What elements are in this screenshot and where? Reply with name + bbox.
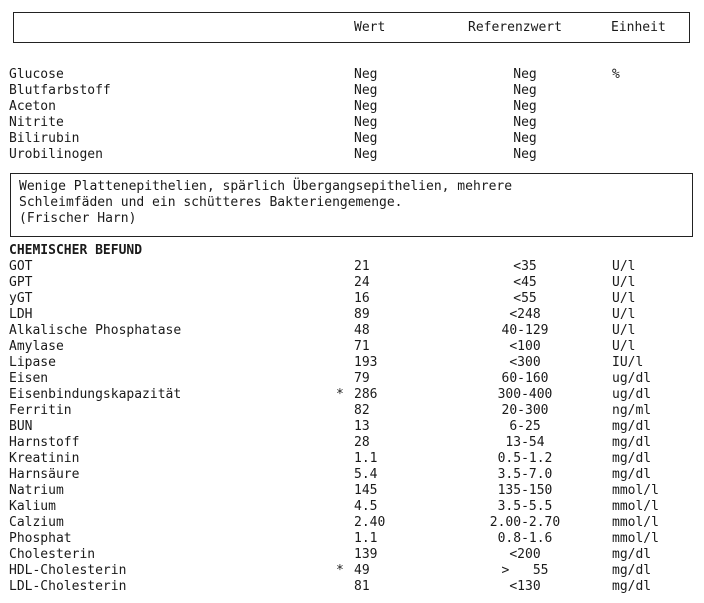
result-row [0, 291, 704, 307]
result-value: 21 [354, 259, 370, 274]
result-row [0, 371, 704, 387]
result-row [0, 547, 704, 563]
reference-range: 13-54 [505, 435, 545, 450]
test-name: Phosphat [9, 531, 72, 546]
test-name: Nitrite [9, 115, 64, 130]
result-row [0, 403, 704, 419]
result-row [0, 323, 704, 339]
result-value: 4.5 [354, 499, 378, 514]
result-unit: U/l [612, 307, 636, 322]
result-row [0, 515, 704, 531]
column-header-box [13, 12, 690, 43]
result-row [0, 99, 704, 115]
result-value: 79 [354, 371, 370, 386]
result-value: 1.1 [354, 451, 378, 466]
section-title-chemistry: CHEMISCHER BEFUND [9, 243, 143, 258]
abnormal-flag: * [336, 387, 344, 402]
test-name: HDL-Cholesterin [9, 563, 127, 578]
note-line: Schleimfäden und ein schütteres Bakteriengemenge. [19, 195, 403, 210]
test-name: Kalium [9, 499, 56, 514]
test-name: Harnstoff [9, 435, 80, 450]
result-unit: mg/dl [612, 563, 652, 578]
result-row [0, 563, 704, 579]
reference-range: 60-160 [501, 371, 549, 386]
result-row [0, 435, 704, 451]
result-value: Neg [354, 147, 378, 162]
test-name: Natrium [9, 483, 64, 498]
result-value: Neg [354, 115, 378, 130]
test-name: GPT [9, 275, 33, 290]
reference-range: 135-150 [497, 483, 553, 498]
result-unit: U/l [612, 323, 636, 338]
result-unit: mmol/l [612, 483, 659, 498]
reference-range: Neg [513, 83, 537, 98]
test-name: Cholesterin [9, 547, 96, 562]
result-value: 28 [354, 435, 370, 450]
reference-range: 3.5-7.0 [497, 467, 553, 482]
test-name: Harnsäure [9, 467, 80, 482]
test-name: Alkalische Phosphatase [9, 323, 182, 338]
result-value: 2.40 [354, 515, 386, 530]
reference-range: <248 [509, 307, 541, 322]
result-row [0, 419, 704, 435]
reference-range: 0.8-1.6 [497, 531, 553, 546]
result-row [0, 483, 704, 499]
result-unit: mg/dl [612, 467, 652, 482]
reference-range: Neg [513, 115, 537, 130]
result-value: Neg [354, 131, 378, 146]
result-row [0, 83, 704, 99]
test-name: LDH [9, 307, 33, 322]
result-value: Neg [354, 99, 378, 114]
result-row [0, 131, 704, 147]
reference-range: <45 [513, 275, 537, 290]
result-value: 145 [354, 483, 378, 498]
test-name: Eisen [9, 371, 49, 386]
reference-range: <300 [509, 355, 541, 370]
reference-range: 6-25 [509, 419, 541, 434]
result-value: 49 [354, 563, 370, 578]
header-reference-label: Referenzwert [468, 20, 562, 35]
result-row [0, 275, 704, 291]
result-row [0, 355, 704, 371]
result-row [0, 259, 704, 275]
reference-range: <55 [513, 291, 537, 306]
result-value: 16 [354, 291, 370, 306]
result-unit: U/l [612, 275, 636, 290]
reference-range: 40-129 [501, 323, 549, 338]
result-unit: mmol/l [612, 499, 659, 514]
header-unit-label: Einheit [611, 20, 666, 35]
result-row [0, 387, 704, 403]
urine-results-list [0, 67, 704, 163]
test-name: Blutfarbstoff [9, 83, 111, 98]
reference-range: Neg [513, 67, 537, 82]
header-value-label: Wert [354, 20, 386, 35]
test-name: Eisenbindungskapazität [9, 387, 182, 402]
result-unit: ng/ml [612, 403, 652, 418]
test-name: Kreatinin [9, 451, 80, 466]
result-unit: mmol/l [612, 515, 659, 530]
reference-range: <35 [513, 259, 537, 274]
result-row [0, 531, 704, 547]
result-row [0, 115, 704, 131]
reference-range: 3.5-5.5 [497, 499, 553, 514]
result-unit: ug/dl [612, 387, 652, 402]
result-value: 1.1 [354, 531, 378, 546]
result-unit: IU/l [612, 355, 644, 370]
result-row [0, 67, 704, 83]
result-row [0, 339, 704, 355]
result-value: 81 [354, 579, 370, 594]
test-name: LDL-Cholesterin [9, 579, 127, 594]
reference-range: <130 [509, 579, 541, 594]
reference-range: Neg [513, 131, 537, 146]
test-name: GOT [9, 259, 33, 274]
reference-range: <200 [509, 547, 541, 562]
result-unit: mg/dl [612, 419, 652, 434]
result-unit: mg/dl [612, 451, 652, 466]
note-line: (Frischer Harn) [19, 211, 137, 226]
test-name: Amylase [9, 339, 64, 354]
reference-range: Neg [513, 147, 537, 162]
result-row [0, 579, 704, 595]
reference-range: 300-400 [497, 387, 553, 402]
reference-range: 20-300 [501, 403, 549, 418]
result-value: 13 [354, 419, 370, 434]
result-row [0, 307, 704, 323]
reference-range: > 55 [501, 563, 549, 578]
result-unit: U/l [612, 291, 636, 306]
result-row [0, 451, 704, 467]
result-value: 82 [354, 403, 370, 418]
result-value: Neg [354, 67, 378, 82]
result-unit: U/l [612, 259, 636, 274]
test-name: Aceton [9, 99, 56, 114]
reference-range: Neg [513, 99, 537, 114]
note-line: Wenige Plattenepithelien, spärlich Übergangsepithelien, mehrere [19, 179, 513, 194]
result-row [0, 467, 704, 483]
result-value: 139 [354, 547, 378, 562]
result-value: 71 [354, 339, 370, 354]
sediment-note-box [10, 173, 693, 237]
result-unit: mg/dl [612, 435, 652, 450]
result-unit: mg/dl [612, 547, 652, 562]
test-name: Bilirubin [9, 131, 80, 146]
result-unit: U/l [612, 339, 636, 354]
result-unit: % [612, 67, 620, 82]
result-value: 193 [354, 355, 378, 370]
result-row [0, 147, 704, 163]
test-name: yGT [9, 291, 33, 306]
result-row [0, 499, 704, 515]
result-value: 89 [354, 307, 370, 322]
chemistry-results-list [0, 259, 704, 595]
test-name: Urobilinogen [9, 147, 103, 162]
result-unit: mmol/l [612, 531, 659, 546]
test-name: Lipase [9, 355, 56, 370]
result-value: 5.4 [354, 467, 378, 482]
result-value: 48 [354, 323, 370, 338]
test-name: Glucose [9, 67, 64, 82]
reference-range: <100 [509, 339, 541, 354]
reference-range: 2.00-2.70 [489, 515, 561, 530]
result-unit: mg/dl [612, 579, 652, 594]
test-name: Ferritin [9, 403, 72, 418]
reference-range: 0.5-1.2 [497, 451, 553, 466]
result-unit: ug/dl [612, 371, 652, 386]
result-value: 24 [354, 275, 370, 290]
result-value: 286 [354, 387, 378, 402]
test-name: Calzium [9, 515, 64, 530]
test-name: BUN [9, 419, 33, 434]
abnormal-flag: * [336, 563, 344, 578]
result-value: Neg [354, 83, 378, 98]
